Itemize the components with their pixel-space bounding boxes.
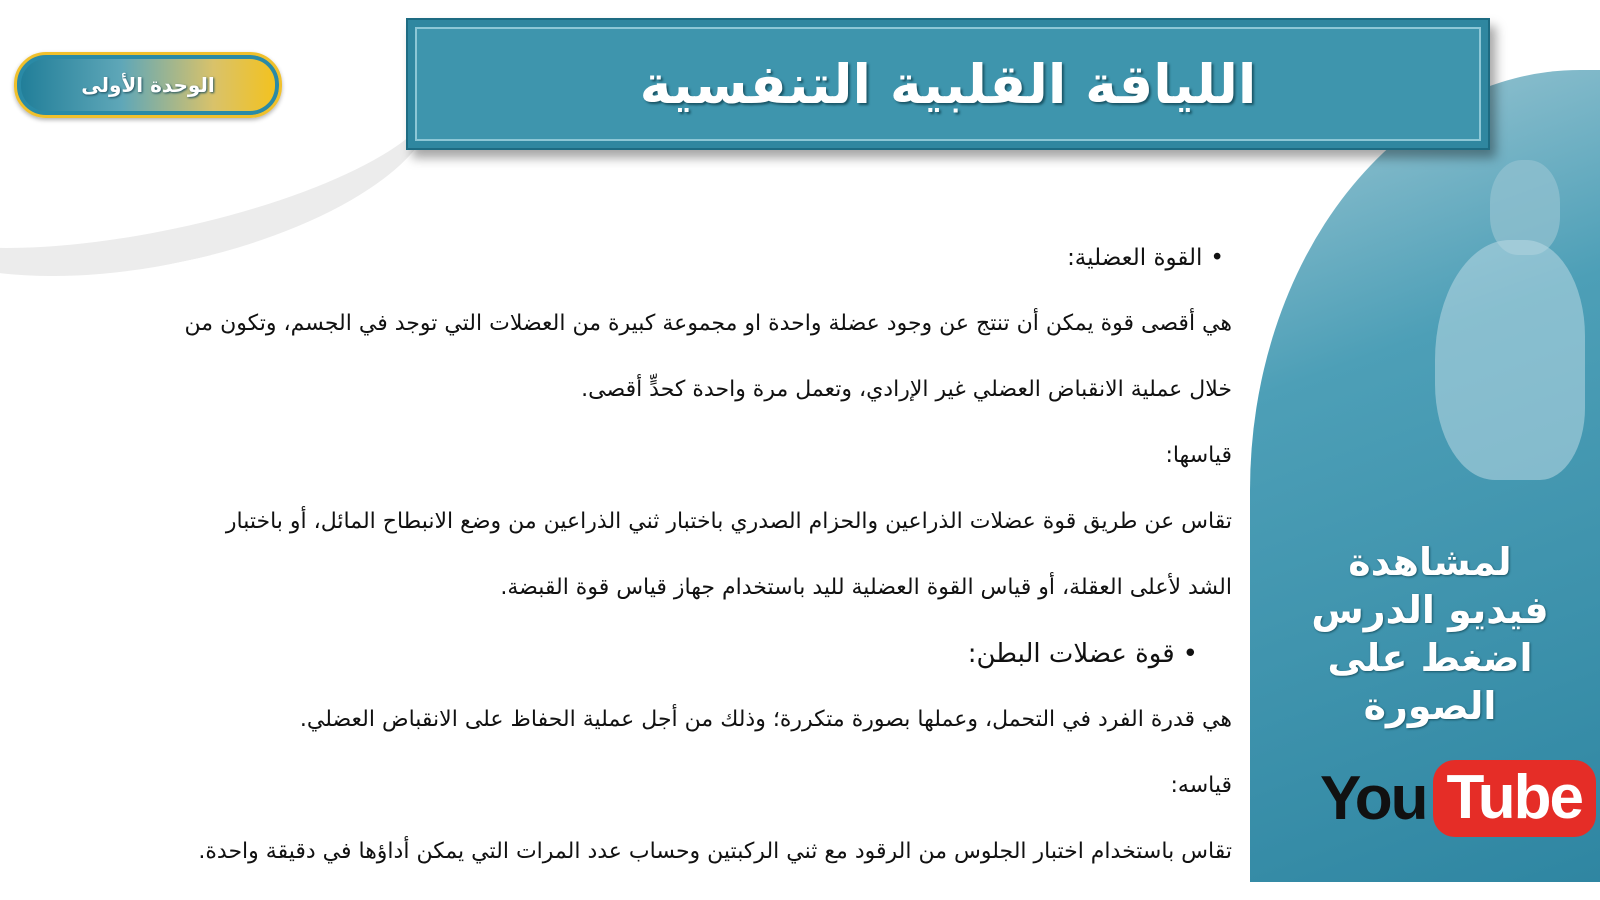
bullet-icon: • xyxy=(1182,639,1198,669)
lesson-content xyxy=(10,238,1232,898)
muscular-strength-measure-line-2: الشد لأعلى العقلة، أو قياس القوة العضلية لليد باستخدام جهاز قياس قوة القبضة. xyxy=(500,575,1232,600)
muscular-strength-measure-line-1: تقاس عن طريق قوة عضلات الذراعين والحزام الصدري باختبار ثني الذراعين من وضع الانبطاح المائل، أو باختبار xyxy=(225,509,1232,534)
page-title: اللياقة القلبية التنفسية xyxy=(639,52,1257,116)
runner-body-image[interactable] xyxy=(1435,240,1585,480)
abdominal-strength-heading: •قوة عضلات البطن: xyxy=(967,639,1198,669)
muscular-strength-definition-line-2: خلال عملية الانقباض العضلي غير الإرادي، وتعمل مرة واحدة كحدٍّ أقصى. xyxy=(581,377,1232,402)
youtube-logo-you: You xyxy=(1320,764,1427,833)
abdominal-strength-measure-line-1: تقاس باستخدام اختبار الجلوس من الرقود مع ثني الركبتين وحساب عدد المرات التي يمكن أداؤها في دقيقة واحدة. xyxy=(198,839,1232,864)
youtube-logo-tube: Tube xyxy=(1433,760,1597,837)
unit-badge[interactable] xyxy=(14,52,282,118)
title-banner xyxy=(406,18,1490,150)
bullet-icon: • xyxy=(1210,245,1224,271)
muscular-strength-heading: •القوة العضلية: xyxy=(1067,245,1224,271)
abdominal-strength-measure-label: قياسه: xyxy=(1170,773,1232,798)
video-cta-text[interactable]: لمشاهدة فيديو الدرس اضغط على الصورة xyxy=(1311,540,1549,728)
youtube-logo[interactable] xyxy=(1320,760,1596,837)
unit-badge-label: الوحدة الأولى xyxy=(81,73,215,97)
muscular-strength-definition-line-1: هي أقصى قوة يمكن أن تنتج عن وجود عضلة واحدة او مجموعة كبيرة من العضلات التي توجد في الجسم، وتكون من xyxy=(184,311,1232,336)
muscular-strength-measure-label: قياسها: xyxy=(1165,443,1232,468)
abdominal-strength-definition: هي قدرة الفرد في التحمل، وعملها بصورة متكررة؛ وذلك من أجل عملية الحفاظ على الانقباض العضلي. xyxy=(299,707,1232,732)
